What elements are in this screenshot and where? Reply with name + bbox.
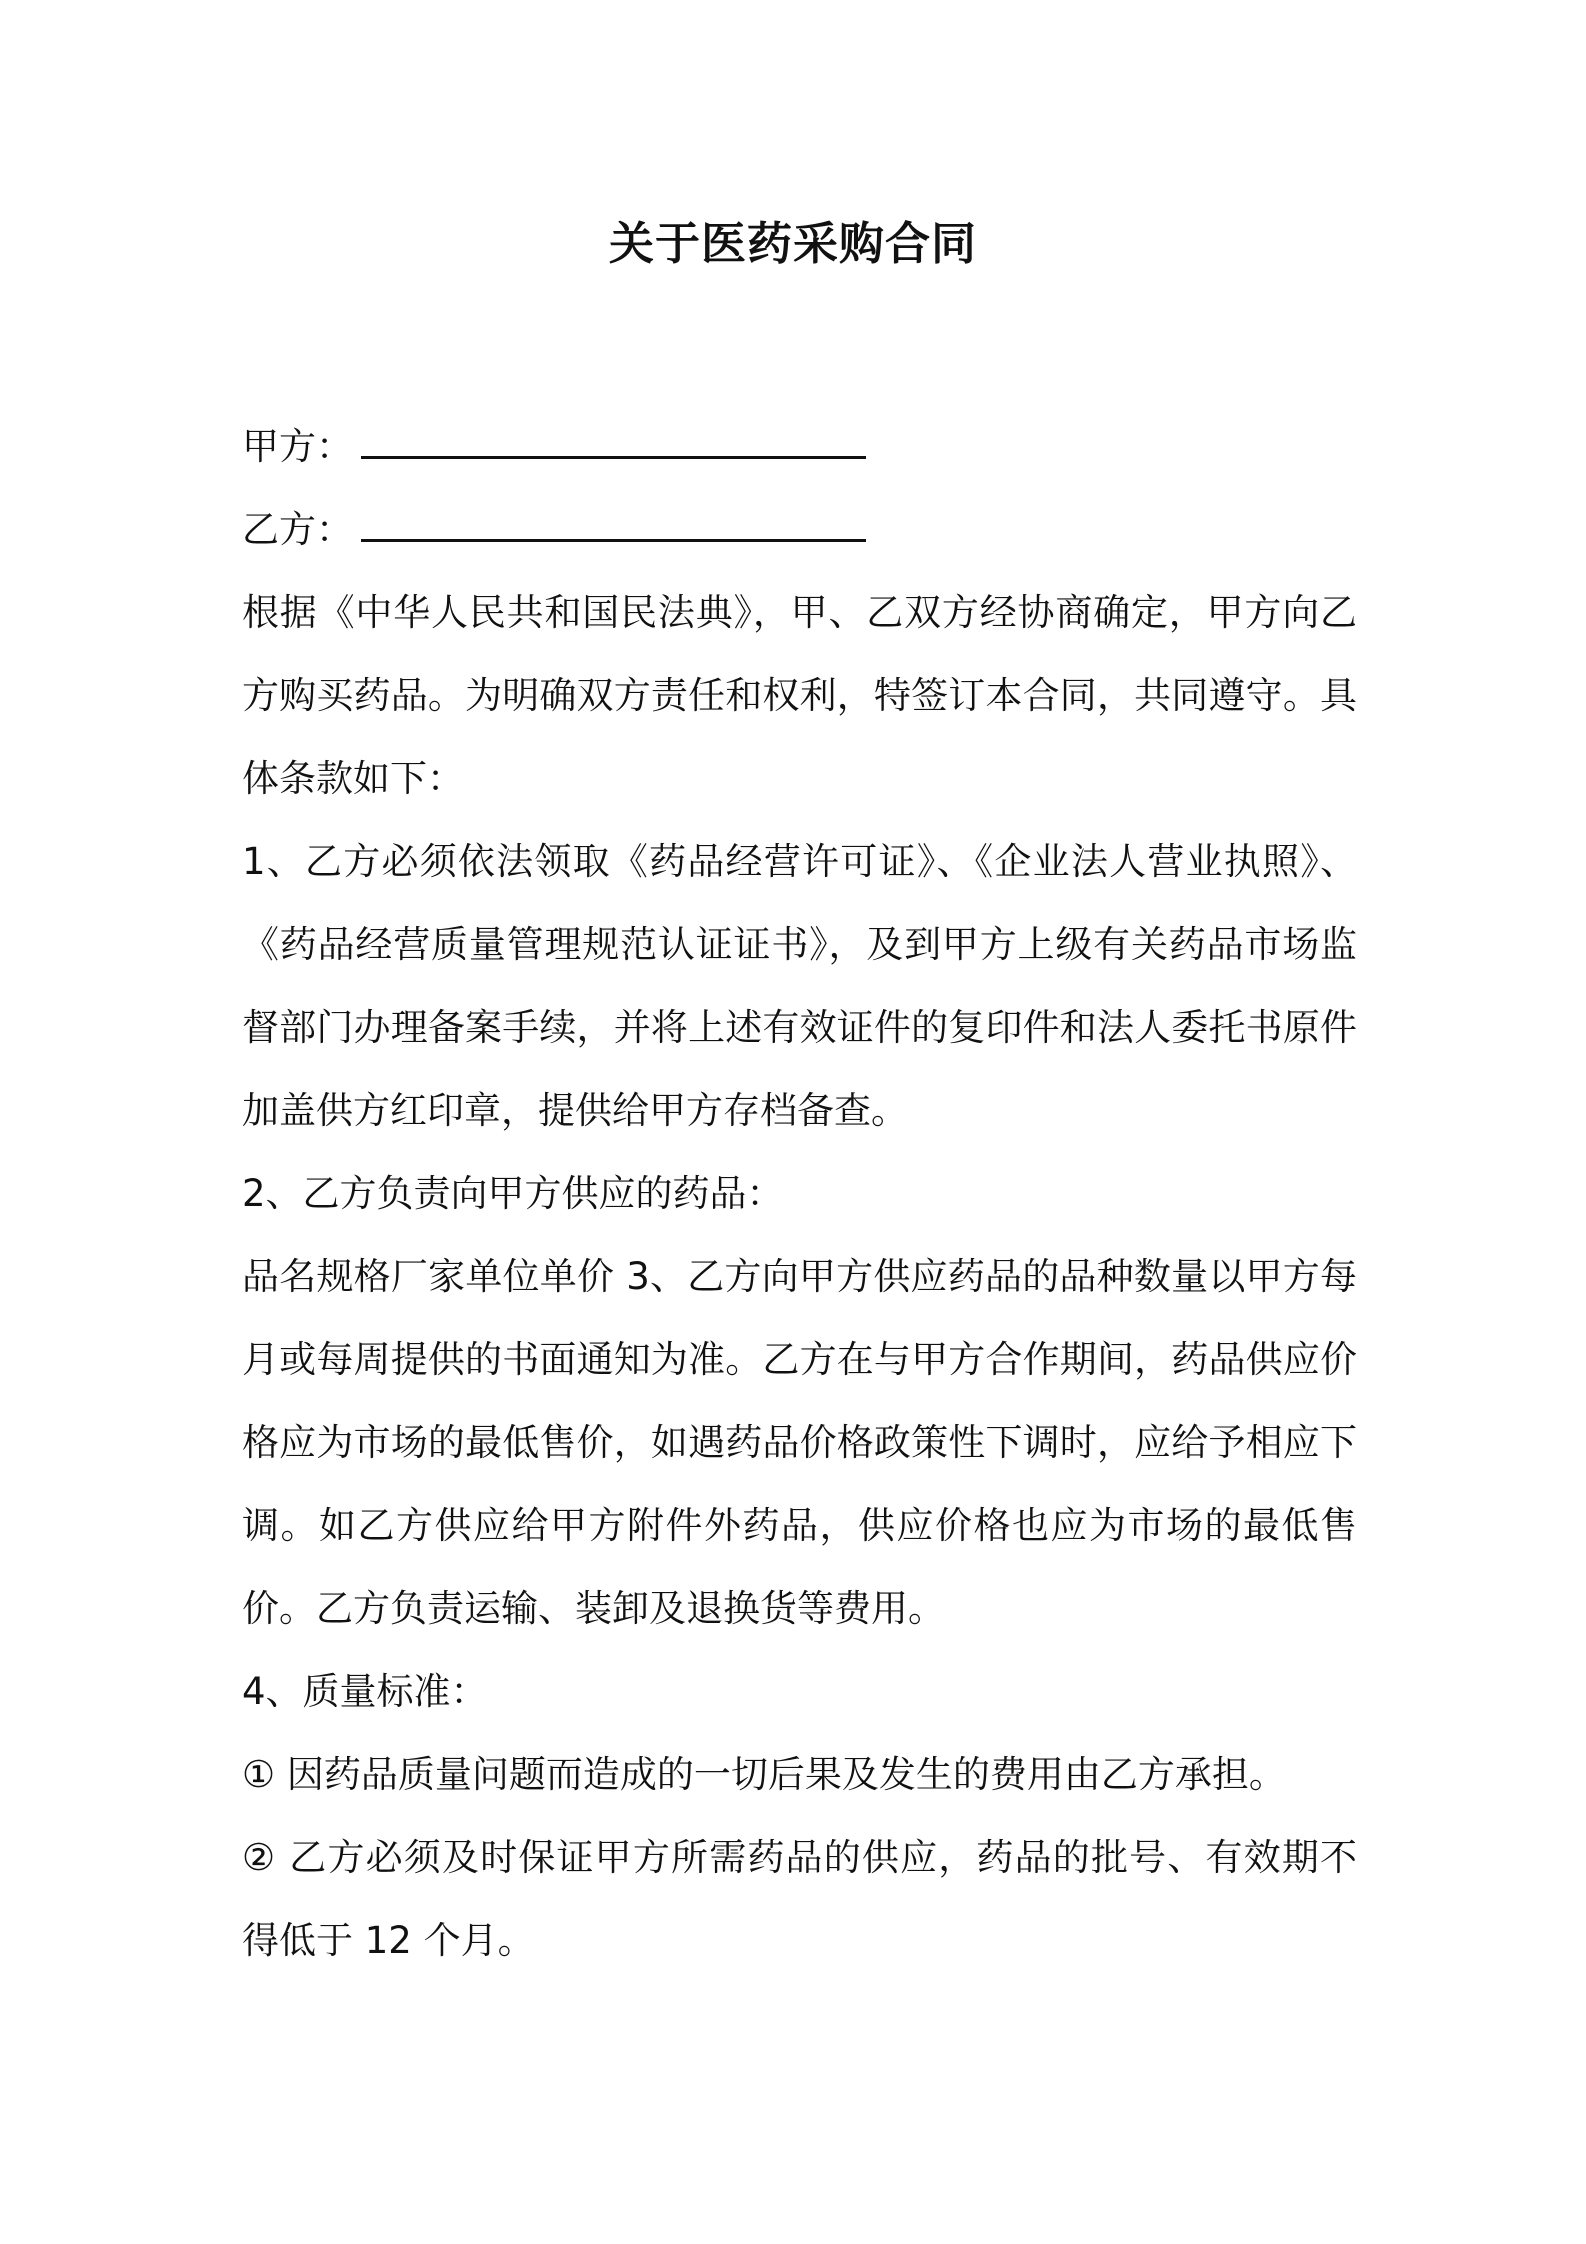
intro-paragraph: 根据《中华人民共和国民法典》，甲、乙双方经协商确定，甲方向乙方购买药品。为明确双方责任和权利，特签订本合同，共同遵守。具体条款如下： [242, 591, 1357, 800]
clause-4: 4、质量标准： [242, 1670, 488, 1713]
party-b-label: 乙方： [242, 508, 353, 551]
clause-3: 品名规格厂家单位单价 3、乙方向甲方供应药品的品种数量以甲方每月或每周提供的书面通知为准。乙方在与甲方合作期间，药品供应价格应为市场的最低售价，如遇药品价格政策性下调时，应给予相应下调。如乙方供应给甲方附件外药品，供应价格也应为市场的最低售价。乙方负责运输、装卸及退换货等费用。 [242, 1255, 1357, 1630]
clause-4-item-2: ② 乙方必须及时保证甲方所需药品的供应，药品的批号、有效期不得低于 12 个月。 [242, 1836, 1357, 1962]
clause-1: 1、乙方必须依法领取《药品经营许可证》、《企业法人营业执照》、《药品经营质量管理规范认证证书》，及到甲方上级有关药品市场监督部门办理备案手续，并将上述有效证件的复印件和法人委托书原件加盖供方红印章，提供给甲方存档备查。 [242, 840, 1357, 1132]
clause-2: 2、乙方负责向甲方供应的药品： [242, 1172, 784, 1215]
party-a-line [242, 405, 1357, 488]
party-a-label: 甲方： [242, 425, 353, 468]
document-body [242, 405, 1357, 1982]
party-a-blank [361, 416, 866, 459]
party-b-blank [361, 499, 866, 542]
clause-4-item-1: ① 因药品质量问题而造成的一切后果及发生的费用由乙方承担。 [242, 1753, 1286, 1796]
document-title: 关于医药采购合同 [608, 217, 977, 270]
party-b-line [242, 488, 1357, 571]
